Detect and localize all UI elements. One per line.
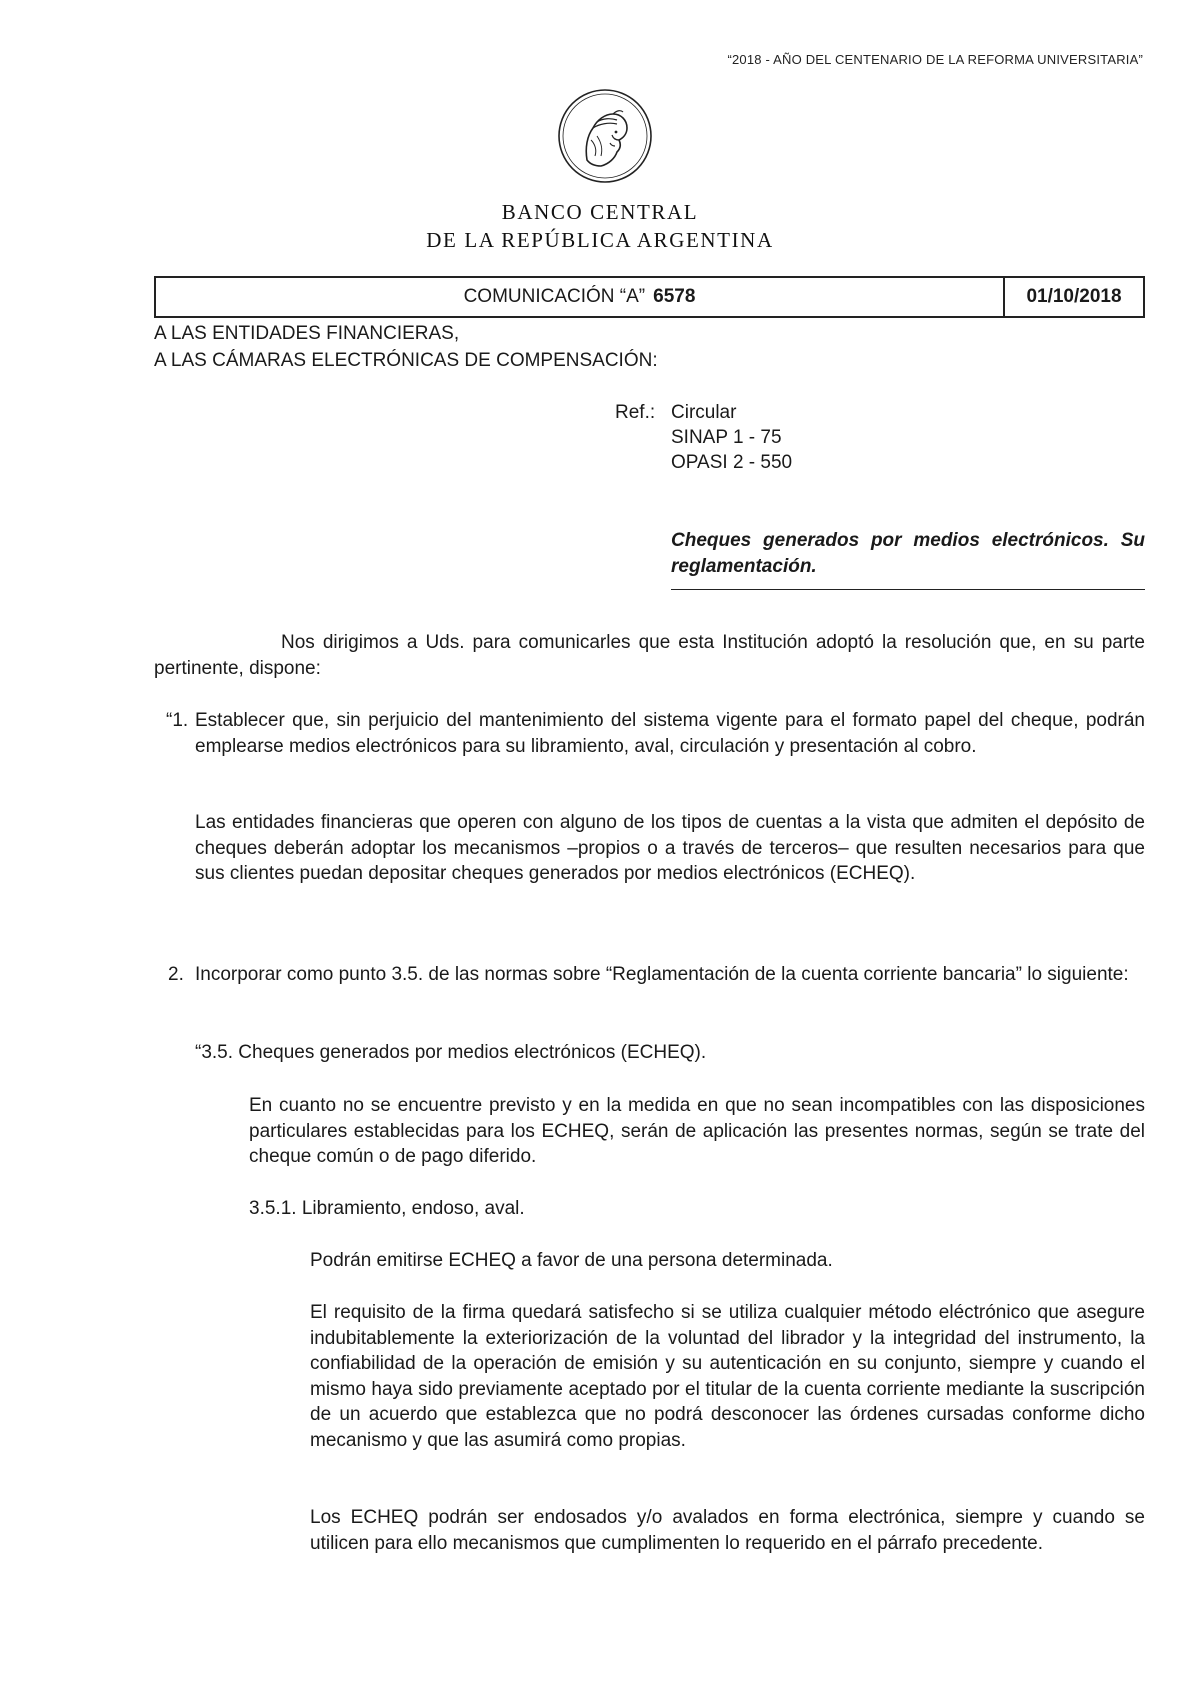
item-1-text: Establecer que, sin perjuicio del mantenimiento del sistema vigente para el formato papel del cheque, podrán emplearse medios electrónicos para su libramiento, aval, circulación y presentación al cobro. [195, 710, 1145, 757]
item-1 [166, 708, 1145, 759]
section-3-5-paragraph: En cuanto no se encuentre previsto y en la medida en que no sean incompatibles con las disposiciones particulares establecidas para los ECHEQ, serán de aplicación las presentes normas, según se trate del cheque común o de pago diferido. [249, 1095, 1145, 1167]
bank-name-line1: BANCO CENTRAL [501, 200, 699, 224]
communication-label: COMUNICACIÓN “A” [463, 286, 646, 307]
item-1-marker: “1. [166, 710, 189, 731]
section-3-5-1-title: 3.5.1. Libramiento, endoso, aval. [249, 1198, 525, 1219]
addressee-line: A LAS CÁMARAS ELECTRÓNICAS DE COMPENSACIÓN: [154, 350, 658, 371]
reference-line: Circular [671, 402, 737, 423]
communication-header-box [154, 276, 1145, 318]
bank-name-line2: DE LA REPÚBLICA ARGENTINA [426, 228, 774, 252]
reference-lines [671, 400, 792, 475]
section-3-5-1-paragraph-3: Los ECHEQ podrán ser endosados y/o avalados en forma electrónica, siempre y cuando se utilicen para ello mecanismos que cumplimenten lo requerido en el párrafo precedente. [310, 1507, 1145, 1554]
item-2-marker: 2. [168, 964, 184, 985]
section-3-5-1-paragraph-2: El requisito de la firma quedará satisfecho si se utiliza cualquier método eléctrónico que asegure indubitablemente la exteriorización de la voluntad del librador y la integridad del instrumento, la confiabilidad de la operación de emisión y su autenticación en su conjunto, siempre y cuando el mismo haya sido previamente aceptado por el titular de la cuenta corriente mediante la suscripción de un acuerdo que establezca que no podrá desconocer las órdenes cursadas conforme dicho mecanismo y que las asumirá como propias. [310, 1302, 1145, 1451]
subject-title: Cheques generados por medios electrónicos. Su reglamentación. [671, 530, 1145, 577]
subject-underline [671, 589, 1145, 590]
reference-line: OPASI 2 - 550 [671, 452, 793, 473]
motto-header: “2018 - AÑO DEL CENTENARIO DE LA REFORMA UNIVERSITARIA” [727, 52, 1143, 67]
bank-emblem-logo [557, 88, 653, 184]
item-2 [168, 962, 1145, 988]
communication-title [156, 278, 1005, 316]
reference-label: Ref.: [615, 402, 656, 423]
reference-line: SINAP 1 - 75 [671, 427, 782, 448]
addressee-line: A LAS ENTIDADES FINANCIERAS, [154, 323, 460, 344]
communication-date: 01/10/2018 [1026, 286, 1122, 307]
item-2-text: Incorporar como punto 3.5. de las normas sobre “Reglamentación de la cuenta corriente bancaria” lo siguiente: [195, 964, 1129, 985]
item-1-paragraph-2: Las entidades financieras que operen con alguno de los tipos de cuentas a la vista que admiten el depósito de cheques deberán adoptar los mecanismos –propios o a través de terceros– que resulten necesarios para que sus clientes puedan depositar cheques generados por medios electrónicos (ECHEQ). [195, 812, 1145, 884]
communication-number: 6578 [653, 286, 696, 307]
section-3-5-title: “3.5. Cheques generados por medios electrónicos (ECHEQ). [195, 1042, 707, 1063]
section-3-5-1-paragraph-1: Podrán emitirse ECHEQ a favor de una persona determinada. [310, 1250, 833, 1271]
intro-paragraph: Nos dirigimos a Uds. para comunicarles que esta Institución adoptó la resolución que, en su parte pertinente, dispone: [154, 632, 1145, 679]
